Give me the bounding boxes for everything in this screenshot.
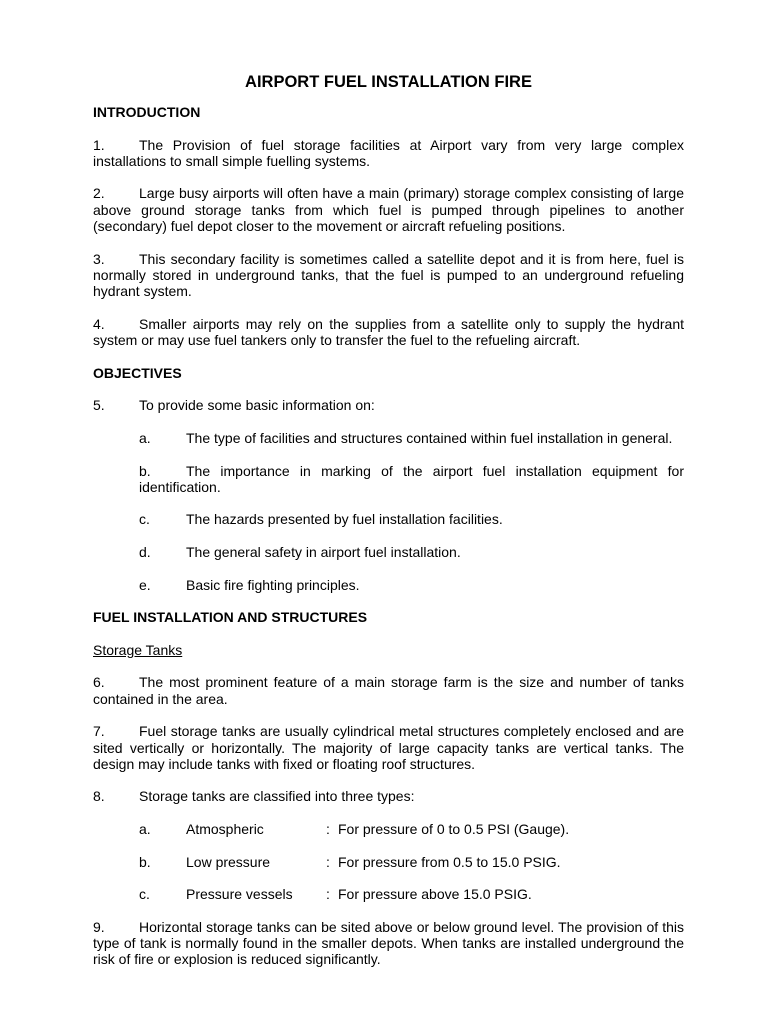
tank-type-c: [139, 886, 684, 902]
paragraph-number: 2.: [93, 185, 105, 202]
paragraph-text: The Provision of fuel storage facilities at Airport vary from very large complex installations to small simple fuelling systems.: [93, 136, 684, 169]
tank-type-name: Atmospheric: [186, 821, 264, 838]
objective-item-c: [139, 511, 684, 527]
item-letter: a.: [139, 429, 151, 446]
item-letter: a.: [139, 821, 151, 838]
heading-fuel-installation: FUEL INSTALLATION AND STRUCTURES: [93, 609, 368, 626]
paragraph-6: [93, 674, 684, 707]
objective-item-e: [139, 577, 684, 593]
paragraph-number: 6.: [93, 674, 105, 691]
item-letter: c.: [139, 511, 150, 528]
document-page: [93, 72, 684, 984]
objective-item-a: [139, 430, 684, 446]
heading-introduction: INTRODUCTION: [93, 104, 201, 120]
paragraph-9: [93, 919, 684, 968]
tank-type-description: For pressure above 15.0 PSIG.: [338, 886, 532, 903]
separator-colon: :: [326, 821, 330, 838]
paragraph-text: Smaller airports may rely on the supplies from a satellite only to supply the hydrant system or may use fuel tankers only to transfer the fuel to the refueling aircraft.: [93, 315, 684, 349]
paragraph-3: [93, 251, 684, 300]
paragraph-text: The most prominent feature of a main storage farm is the size and number of tanks contained in the area.: [93, 674, 684, 707]
paragraph-2: [93, 185, 684, 234]
item-letter: b.: [139, 462, 151, 479]
paragraph-number: 4.: [93, 315, 105, 332]
paragraph-number: 9.: [93, 918, 105, 935]
paragraph-number: 1.: [93, 136, 105, 153]
paragraph-4: [93, 316, 684, 349]
tank-type-description: For pressure of 0 to 0.5 PSI (Gauge).: [338, 821, 570, 838]
paragraph-7: [93, 723, 684, 772]
paragraph-text: This secondary facility is sometimes called a satellite depot and it is from here, fuel is normally stored in underground tanks, that the fuel is pumped to an underground refueling hydrant system.: [93, 250, 684, 300]
separator-colon: :: [326, 886, 330, 903]
objective-item-b: [139, 463, 684, 496]
tank-type-name: Pressure vessels: [186, 886, 293, 903]
subheading-storage-tanks: Storage Tanks: [93, 641, 183, 658]
item-letter: c.: [139, 886, 150, 903]
paragraph-number: 7.: [93, 723, 105, 740]
item-letter: e.: [139, 576, 151, 593]
paragraph-number: 3.: [93, 250, 105, 267]
paragraph-text: Storage tanks are classified into three types:: [139, 788, 415, 805]
tank-type-b: [139, 854, 684, 870]
tank-type-a: [139, 821, 684, 837]
paragraph-number: 5.: [93, 397, 105, 414]
paragraph-8: [93, 788, 684, 804]
item-text: The importance in marking of the airport fuel installation equipment for identification.: [139, 462, 684, 495]
paragraph-number: 8.: [93, 788, 105, 805]
tank-type-name: Low pressure: [186, 853, 271, 870]
objective-item-d: [139, 544, 684, 560]
paragraph-text: To provide some basic information on:: [139, 397, 375, 414]
paragraph-text: Horizontal storage tanks can be sited above or below ground level. The provision of this type of tank is normally found in the smaller depots. When tanks are installed underground the risk of fire or explosion is reduced significantly.: [93, 918, 684, 968]
item-text: Basic fire fighting principles.: [186, 576, 360, 593]
document-title: AIRPORT FUEL INSTALLATION FIRE: [245, 73, 532, 91]
item-text: The type of facilities and structures contained within fuel installation in general.: [186, 429, 673, 446]
paragraph-text: Large busy airports will often have a main (primary) storage complex consisting of large above ground storage tanks from which fuel is pumped through pipelines to another (secondary) fuel depot closer to the movement or aircraft refueling positions.: [93, 185, 684, 235]
paragraph-text: Fuel storage tanks are usually cylindrical metal structures completely enclosed and are sited vertically or horizontally. The majority of large capacity tanks are vertical tanks. The design may include tanks with fixed or floating roof structures.: [93, 723, 684, 772]
separator-colon: :: [326, 853, 330, 870]
heading-objectives: OBJECTIVES: [93, 364, 182, 381]
item-text: The hazards presented by fuel installation facilities.: [186, 511, 503, 528]
item-text: The general safety in airport fuel installation.: [186, 544, 461, 561]
item-letter: b.: [139, 853, 151, 870]
item-letter: d.: [139, 544, 151, 561]
paragraph-1: [93, 137, 684, 170]
paragraph-5: [93, 397, 684, 413]
tank-type-description: For pressure from 0.5 to 15.0 PSIG.: [338, 853, 561, 870]
